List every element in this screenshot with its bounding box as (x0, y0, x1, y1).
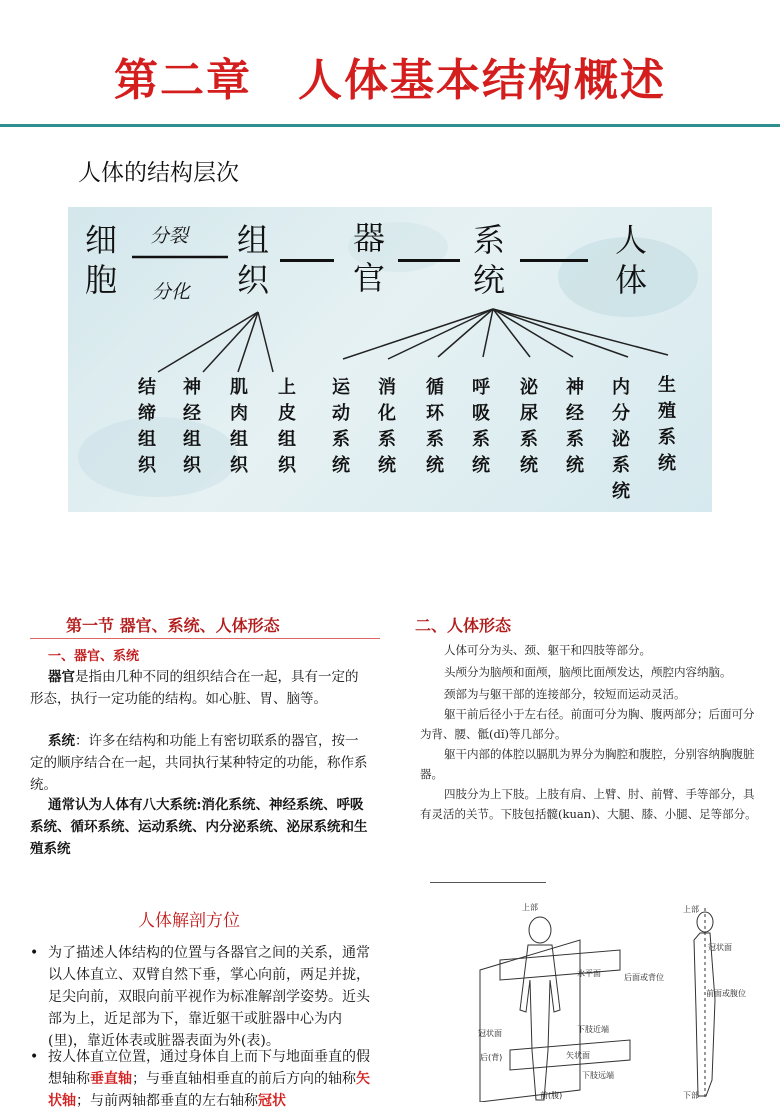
form-line-3: 颈部为与躯干部的连接部分，较短而运动灵活。 (444, 687, 686, 701)
dash-3 (520, 259, 588, 262)
tissue-char-1: 组 (236, 221, 269, 259)
system-endocrine: 内 分 泌 系 统 (612, 377, 630, 502)
label-sagittal: 矢状面 (566, 1051, 590, 1060)
system-paragraph: 系统：许多在结构和功能上有密切联系的器官，按一定的顺序结合在一起，共同执行某种特定的功能，称作系统。 (30, 733, 368, 793)
tissue-connective: 结 缔 组 织 (138, 377, 156, 476)
system-respiratory: 呼 吸 系 统 (472, 377, 490, 476)
form-line-6: 四肢分为上下肢。上肢有肩、上臂、肘、前臂、手等部分，具有灵活的关节。下肢包括髋(kuan)、大腿、膝、小腿、足等部分。 (420, 787, 757, 821)
tissue-nervous: 神 经 组 织 (183, 377, 201, 476)
label-coronal-2: 冠状面 (708, 943, 732, 952)
system-char-2: 统 (472, 261, 505, 299)
orientation-bullet-1: • 为了描述人体结构的位置与各器官之间的关系，通常以人体直立、双臂自然下垂，掌心向前，两足并拢，足尖向前，双眼向前平视作为标准解剖学姿势。近头部为上，近足部为下，靠近躯干或脏器中心为内(里)，靠近体表或脏器表面为外(表)。 (30, 945, 370, 1049)
form-line-4: 躯干前后径小于左右径。前面可分为胸、腹两部分；后面可分为背、腰、骶(dǐ)等几部分。 (420, 707, 755, 741)
organ-char-2: 官 (352, 259, 385, 297)
label-front: 前(腹) (540, 1091, 563, 1100)
label-top-2: 上部 (683, 905, 699, 914)
structure-diagram (68, 207, 712, 512)
label-rear-side: 后面或背位 (624, 973, 664, 982)
label-back: 后(背) (480, 1053, 503, 1062)
title-divider (0, 124, 780, 127)
system-nervous: 神 经 系 统 (566, 377, 584, 476)
organ-char-1: 器 (352, 219, 385, 257)
section2-title: 二、人体形态 (415, 616, 512, 635)
tissue-muscle: 肌 肉 组 织 (230, 377, 248, 476)
form-line-1: 人体可分为头、颈、躯干和四肢等部分。 (444, 643, 651, 657)
cell-char-1: 细 (84, 221, 117, 259)
label-top-1: 上部 (522, 903, 538, 912)
eight-systems-paragraph: 通常认为人体有八大系统:消化系统、神经系统、呼吸系统、循环系统、运动系统、内分泌系统、泌尿系统和生殖系统 (30, 797, 368, 857)
orientation-bullet-2: • 按人体直立位置，通过身体自上而下与地面垂直的假想轴称垂直轴；与垂直轴相垂直的前后方向的轴称矢状轴；与前两轴都垂直的左右轴称冠状 (30, 1049, 370, 1109)
label-coronal: 冠状面 (478, 1029, 502, 1038)
anatomy-figure (470, 900, 780, 1102)
tissue-epithelial: 上 皮 组 织 (278, 377, 296, 476)
figure-top-rule (430, 882, 546, 883)
system-urinary: 泌 尿 系 统 (520, 377, 538, 476)
dash-2 (398, 259, 460, 262)
section1-subtitle: 一、器官、系统 (48, 649, 140, 664)
label-lower-far: 下肢远端 (582, 1071, 614, 1080)
dash-1 (280, 259, 334, 262)
system-digestive: 消 化 系 统 (378, 377, 396, 476)
differentiate-label: 分化 (152, 281, 191, 303)
body-char-2: 体 (614, 261, 647, 299)
cell-char-2: 胞 (84, 261, 117, 299)
system-char-1: 系 (472, 221, 505, 259)
label-front-side: 前面或腹位 (706, 989, 746, 998)
label-lower-near: 下肢近端 (577, 1025, 609, 1034)
system-reproductive: 生 殖 系 统 (658, 375, 676, 474)
organ-paragraph: 器官是指由几种不同的组织结合在一起，具有一定的形态，执行一定功能的结构。如心脏、胃、脑等。 (30, 669, 359, 707)
section1-divider (30, 638, 380, 639)
section1-title: 第一节 器官、系统、人体形态 (66, 616, 280, 635)
system-circulatory: 循 环 系 统 (426, 377, 444, 476)
form-line-5: 躯干内部的体腔以膈肌为界分为胸腔和腹腔，分别容纳胸腹脏器。 (420, 747, 755, 781)
form-line-2: 头颅分为脑颅和面颅，脑颅比面颅发达，颅腔内容纳脑。 (444, 665, 732, 679)
section3-title: 人体解剖方位 (138, 911, 240, 931)
system-motor: 运 动 系 统 (332, 377, 350, 476)
page-title: 第二章 人体基本结构概述 (114, 55, 666, 106)
body-char-1: 人 (614, 221, 647, 259)
label-bottom-2: 下部 (683, 1091, 699, 1100)
tissue-char-2: 织 (236, 261, 269, 299)
split-label: 分裂 (150, 225, 189, 247)
subtitle: 人体的结构层次 (78, 160, 239, 186)
label-horizontal: 水平面 (577, 969, 601, 978)
